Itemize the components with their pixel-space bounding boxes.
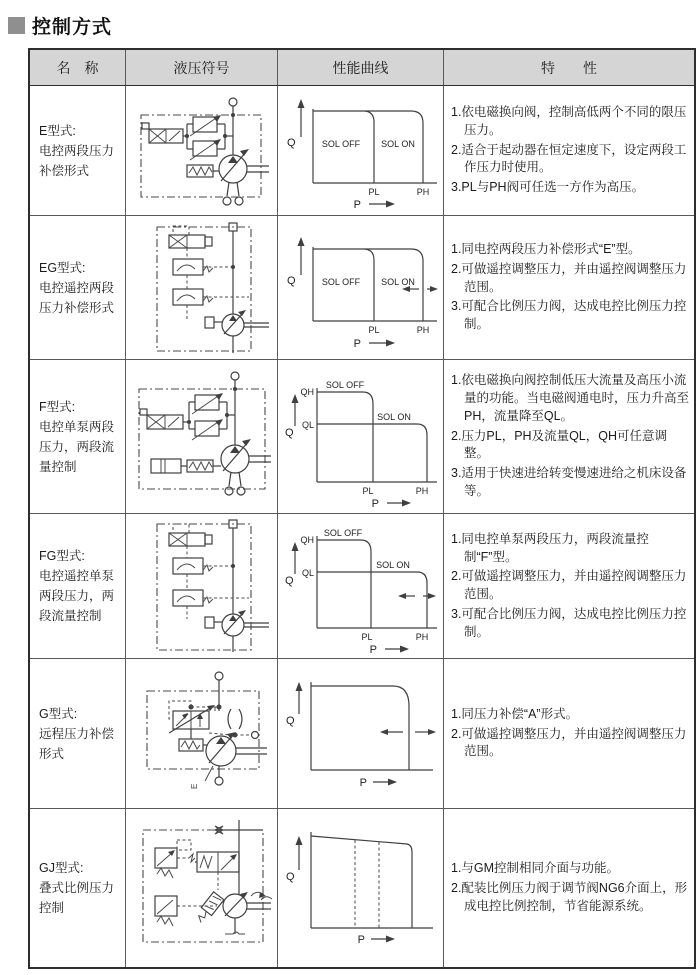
row-gj-features bbox=[444, 809, 694, 967]
feature-item: 1.同电控两段压力补偿形式“E”型。 bbox=[451, 242, 641, 257]
row-g-name bbox=[30, 659, 126, 809]
row-eg-curve bbox=[278, 216, 444, 360]
svg-text:SOL ON: SOL ON bbox=[380, 276, 415, 287]
svg-text:E: E bbox=[189, 783, 199, 789]
header-name: 名 称 bbox=[30, 50, 126, 86]
hydraulic-symbol-diagram bbox=[129, 219, 275, 357]
svg-text:Q: Q bbox=[285, 871, 295, 883]
performance-curve-chart bbox=[281, 818, 441, 958]
performance-curve-chart bbox=[281, 223, 441, 353]
row-e-name bbox=[30, 86, 126, 216]
page-title-text: 控制方式 bbox=[32, 17, 113, 38]
feature-item: 1.与GM控制相同介面与功能。 bbox=[451, 861, 620, 876]
type-label: FG型式: bbox=[39, 549, 85, 563]
svg-text:Q: Q bbox=[285, 714, 295, 727]
svg-text:Q: Q bbox=[286, 136, 296, 149]
performance-curve-chart bbox=[281, 364, 441, 510]
feature-item: 3.适用于快速进给转变慢速进给之机床设备等。 bbox=[451, 466, 687, 498]
svg-text:SOL ON: SOL ON bbox=[375, 560, 410, 570]
hydraulic-symbol-diagram bbox=[129, 363, 275, 511]
svg-text:P: P bbox=[357, 934, 365, 946]
feature-item: 1.依电磁换向阀控制低压大流量及高压小流量的功能。当电磁阀通电时，压力升高至PH，流量降至QL。 bbox=[451, 373, 690, 423]
svg-text:SOL OFF: SOL OFF bbox=[321, 276, 360, 287]
row-f-curve bbox=[278, 360, 444, 514]
hydraulic-symbol-diagram bbox=[129, 663, 275, 805]
type-desc: 电控遥控单泵两段压力，两段流量控制 bbox=[39, 569, 115, 623]
header-performance-curve: 性能曲线 bbox=[278, 50, 444, 86]
page-title bbox=[8, 12, 112, 39]
row-fg-symbol bbox=[126, 514, 278, 659]
svg-text:Q: Q bbox=[284, 575, 294, 587]
svg-text:SOL OFF: SOL OFF bbox=[325, 379, 364, 390]
row-f-symbol bbox=[126, 360, 278, 514]
feature-item: 3.PL与PH阀可任选一方作为高压。 bbox=[451, 180, 645, 195]
svg-text:P: P bbox=[369, 644, 377, 656]
svg-text:PH: PH bbox=[415, 632, 428, 642]
svg-text:P: P bbox=[353, 198, 361, 211]
svg-text:QL: QL bbox=[301, 568, 314, 578]
row-gj-name bbox=[30, 809, 126, 967]
svg-text:SOL OFF: SOL OFF bbox=[323, 528, 362, 538]
feature-item: 2.可做遥控调整压力，并由遥控阀调整压力范围。 bbox=[451, 569, 687, 601]
feature-item: 2.可做遥控调整压力，并由遥控阀调整压力范围。 bbox=[451, 726, 687, 759]
row-g-curve bbox=[278, 659, 444, 809]
svg-text:PL: PL bbox=[367, 324, 380, 335]
row-gj-symbol bbox=[126, 809, 278, 967]
type-label: GJ型式: bbox=[39, 861, 84, 875]
row-eg-name bbox=[30, 216, 126, 360]
svg-text:QH: QH bbox=[300, 386, 314, 397]
feature-item: 1.同电控单泵两段压力，两段流量控制“F”型。 bbox=[451, 531, 649, 564]
row-fg-curve bbox=[278, 514, 444, 659]
feature-item: 2.压力PL，PH及流量QL，QH可任意调整。 bbox=[451, 428, 668, 461]
performance-curve-chart bbox=[281, 89, 441, 213]
type-label: G型式: bbox=[39, 706, 78, 721]
svg-text:P: P bbox=[353, 337, 361, 350]
header-characteristics: 特 性 bbox=[444, 50, 694, 86]
feature-item: 3.可配合比例压力阀，达成电控比例压力控制。 bbox=[451, 606, 687, 639]
feature-item: 3.可配合比例压力阀，达成电控比例压力控制。 bbox=[451, 299, 687, 332]
control-method-table bbox=[28, 48, 696, 969]
type-label: F型式: bbox=[39, 399, 76, 414]
row-e-features bbox=[444, 86, 694, 216]
svg-text:P: P bbox=[359, 776, 367, 789]
hydraulic-symbol-diagram bbox=[129, 89, 275, 213]
svg-text:PL: PL bbox=[367, 186, 380, 197]
svg-text:SOL ON: SOL ON bbox=[380, 138, 415, 149]
svg-text:SOL ON: SOL ON bbox=[376, 411, 411, 422]
feature-item: 2.可做遥控调整压力，并由遥控阀调整压力范围。 bbox=[451, 261, 687, 294]
feature-item: 1.依电磁换向阀，控制高低两个不同的限压压力。 bbox=[451, 105, 687, 137]
svg-text:Q: Q bbox=[284, 426, 294, 439]
header-hydraulic-symbol: 液压符号 bbox=[126, 50, 278, 86]
feature-item: 2.配装比例压力阀于调节阀NG6介面上，形成电控比例控制，节省能源系统。 bbox=[451, 881, 688, 913]
row-fg-features bbox=[444, 514, 694, 659]
type-desc: 远程压力补偿形式 bbox=[39, 726, 115, 761]
row-e-symbol bbox=[126, 86, 278, 216]
feature-item: 1.同压力补偿“A”形式。 bbox=[451, 706, 579, 721]
type-desc: 电控两段压力补偿形式 bbox=[39, 143, 115, 178]
type-label: E型式: bbox=[39, 123, 76, 138]
row-f-features bbox=[444, 360, 694, 514]
hydraulic-symbol-diagram bbox=[129, 812, 275, 964]
row-e-curve bbox=[278, 86, 444, 216]
performance-curve-chart bbox=[281, 516, 441, 656]
row-fg-name bbox=[30, 514, 126, 659]
row-g-symbol bbox=[126, 659, 278, 809]
row-g-features bbox=[444, 659, 694, 809]
type-desc: 电控遥控两段压力补偿形式 bbox=[39, 280, 115, 315]
svg-text:QL: QL bbox=[301, 419, 314, 430]
svg-text:PH: PH bbox=[416, 324, 429, 335]
type-desc: 叠式比例压力控制 bbox=[39, 881, 115, 915]
performance-curve-chart bbox=[281, 668, 441, 800]
svg-text:QH: QH bbox=[300, 535, 314, 545]
row-eg-symbol bbox=[126, 216, 278, 360]
svg-text:PL: PL bbox=[361, 485, 374, 496]
title-square-bullet-icon bbox=[8, 17, 25, 34]
svg-text:P: P bbox=[371, 497, 379, 510]
row-gj-curve bbox=[278, 809, 444, 967]
svg-text:SOL OFF: SOL OFF bbox=[321, 138, 360, 149]
svg-text:PH: PH bbox=[415, 485, 428, 496]
svg-text:PL: PL bbox=[360, 632, 373, 642]
row-f-name bbox=[30, 360, 126, 514]
type-desc: 电控单泵两段压力，两段流量控制 bbox=[39, 419, 115, 474]
feature-item: 2.适合于起动器在恒定速度下，设定两段工作压力时使用。 bbox=[451, 142, 687, 175]
svg-text:Q: Q bbox=[286, 274, 296, 287]
svg-text:PH: PH bbox=[416, 186, 429, 197]
row-eg-features bbox=[444, 216, 694, 360]
type-label: EG型式: bbox=[39, 260, 86, 275]
hydraulic-symbol-diagram bbox=[129, 516, 275, 656]
